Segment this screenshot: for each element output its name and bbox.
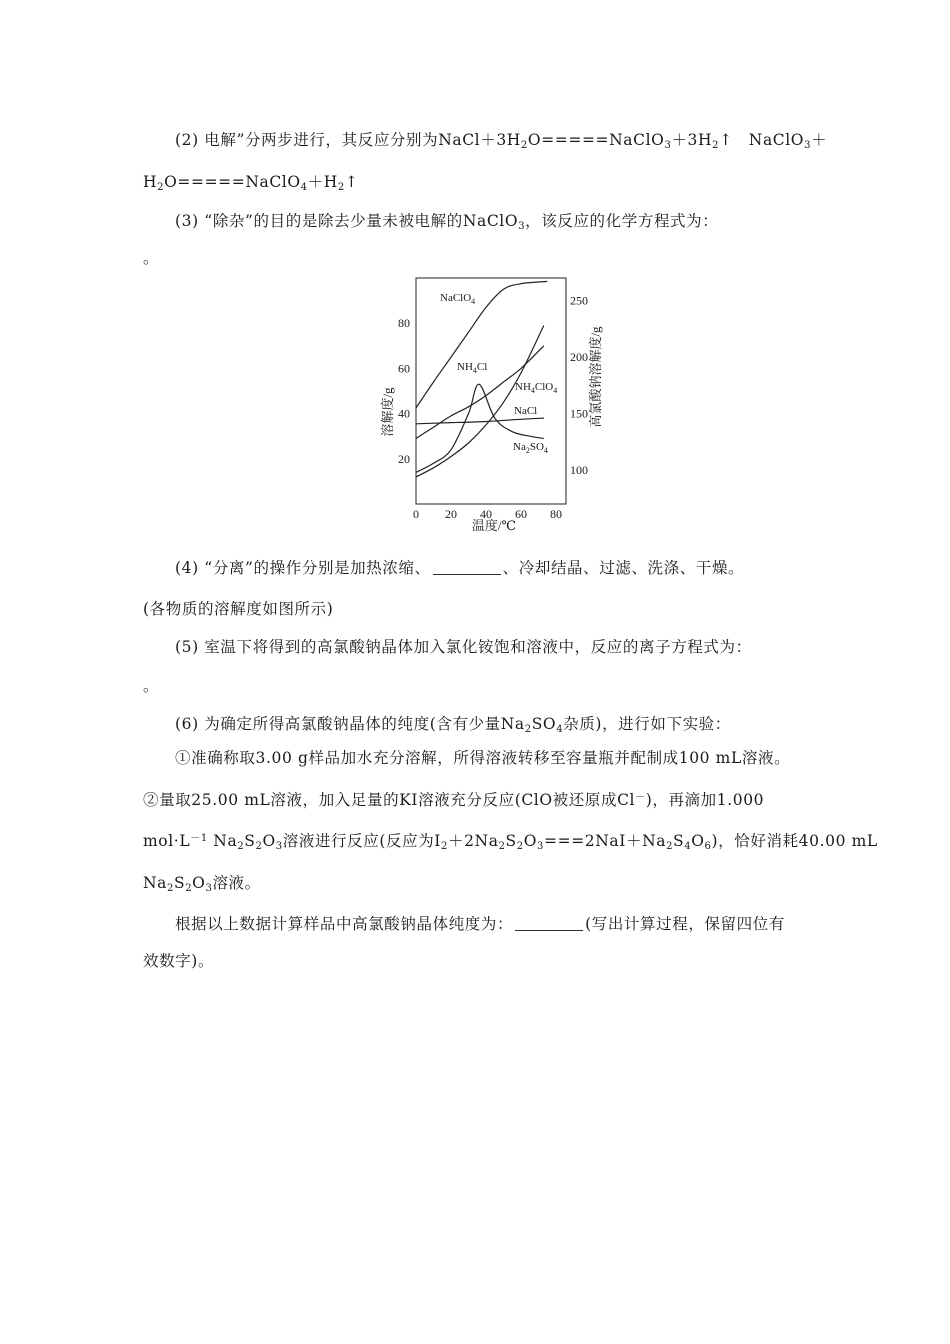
subscript: 2 — [255, 841, 263, 852]
text: ↑ NaClO — [719, 131, 805, 149]
series-label-nh4cl: $NH_4Cl$ — [457, 361, 488, 375]
y-left-tick-label: 20 — [398, 451, 410, 466]
text: O=====NaClO — [164, 173, 301, 191]
text: SO — [531, 715, 557, 733]
subscript: 3 — [205, 883, 213, 894]
question-6-step-1 — [175, 746, 790, 768]
text: ===2NaI＋Na — [544, 832, 667, 850]
subscript: 2 — [337, 182, 345, 193]
y-left-tick-label: 80 — [398, 316, 410, 331]
text: O — [192, 874, 206, 892]
subscript: 3 — [804, 140, 812, 151]
text: 被还原成Cl — [552, 791, 636, 809]
text: ＋H — [307, 173, 338, 191]
subscript: 3 — [518, 221, 526, 232]
x-tick-label: 80 — [550, 507, 562, 521]
text: O — [691, 832, 705, 850]
subscript: 2 — [498, 841, 506, 852]
text: S — [673, 832, 685, 850]
x-tick-label: 20 — [445, 507, 457, 521]
y-right-tick-label: 200 — [570, 350, 588, 365]
text: O — [523, 832, 538, 850]
subscript: 2 — [666, 841, 674, 852]
text: 溶液。 — [212, 874, 261, 892]
subscript: 3 — [275, 841, 283, 852]
text: (各物质的溶解度如图所示) — [143, 600, 334, 618]
text: O=====NaClO — [527, 131, 665, 149]
superscript: － — [635, 792, 646, 803]
question-6-line-1 — [175, 712, 731, 734]
question-5-line-1 — [175, 635, 752, 657]
text: Na — [207, 832, 238, 850]
series-line-nh4clo4 — [416, 326, 544, 477]
y-right-tick-label: 100 — [570, 463, 588, 478]
question-2-line-1 — [175, 128, 827, 150]
x-tick-label: 0 — [413, 507, 419, 521]
series-label-na2so4: $Na_2SO_4$ — [513, 441, 548, 455]
subscript: 2 — [524, 724, 532, 735]
subscript: 2 — [167, 883, 174, 894]
question-4-line-1 — [175, 556, 744, 578]
text: ①准确称取3.00 g样品加水充分溶解，所得溶液转移至容量瓶并配制成100 mL溶液。 — [175, 749, 791, 767]
text: mol·L — [143, 832, 191, 850]
text: S — [505, 832, 517, 850]
subscript: 4 — [300, 182, 308, 193]
y-right-tick-label: 250 — [570, 293, 588, 308]
subscript: 4 — [684, 841, 692, 852]
series-label-naclo4: NaClO$_4$ — [440, 292, 476, 306]
subscript: 3 — [537, 841, 545, 852]
text: “除杂”的目的是除去少量未被电解的NaClO — [204, 212, 519, 230]
superscript: －1 — [190, 833, 208, 844]
text: H — [143, 173, 158, 191]
y-right-tick-label: 150 — [570, 406, 588, 421]
text: ②量取25.00 mL溶液，加入足量的KI溶液充分反应(ClO — [143, 791, 553, 809]
text: O — [262, 832, 276, 850]
text: 溶液进行反应(反应为I — [282, 832, 442, 850]
x-tick-label: 40 — [480, 507, 492, 521]
subscript: 2 — [237, 841, 245, 852]
text: S — [173, 874, 186, 892]
text: )，恰好消耗40.00 mL — [711, 832, 878, 850]
text: 室温下将得到的高氯酸钠晶体加入氯化铵饱和溶液中，反应的离子方程式为： — [204, 638, 752, 656]
y-left-tick-label: 40 — [398, 406, 410, 421]
text: 效数字)。 — [143, 952, 215, 970]
text: S — [244, 832, 256, 850]
question-2-line-2 — [143, 170, 358, 192]
text: ＋2Na — [448, 832, 499, 850]
question-6-calc-line-2 — [143, 949, 214, 971]
text: ，该反应的化学方程式为： — [525, 212, 719, 230]
text: 电解”分两步进行，其反应分别为NaCl＋3H — [204, 131, 521, 149]
text: 为确定所得高氯酸钠晶体的纯度(含有少量Na — [204, 715, 525, 733]
subscript: 3 — [664, 140, 672, 151]
question-6-calc-line-1 — [175, 912, 785, 934]
series-line-na2so4 — [416, 384, 544, 472]
text: 。 — [143, 677, 160, 695]
answer-blank-4[interactable] — [433, 559, 501, 575]
text: Na — [143, 874, 168, 892]
subscript: 2 — [441, 841, 448, 852]
text: 、冷却结晶、过滤、洗涤、干燥。 — [502, 559, 745, 577]
question-6-step-3 — [143, 829, 878, 851]
text: 。 — [143, 249, 160, 267]
question-4-label: (4) — [175, 559, 199, 577]
series-label-nh4clo4: $NH_4ClO_4$ — [515, 381, 558, 395]
subscript: 2 — [157, 182, 165, 193]
question-3-line-1 — [175, 209, 718, 231]
question-5-line-2 — [143, 674, 159, 696]
text: 根据以上数据计算样品中高氯酸钠晶体纯度为： — [175, 915, 514, 933]
text: “分离”的操作分别是加热浓缩、 — [204, 559, 431, 577]
series-label-nacl: NaCl — [514, 405, 538, 417]
question-5-label: (5) — [175, 638, 199, 656]
question-6-step-4 — [143, 871, 261, 893]
question-4-line-2 — [143, 597, 333, 619]
text: (写出计算过程，保留四位有 — [585, 915, 785, 933]
text: ＋ — [811, 131, 828, 149]
question-6-step-2 — [143, 788, 764, 810]
series-line-nacl — [416, 418, 544, 424]
question-2-label: (2) — [175, 131, 199, 149]
subscript: 4 — [556, 724, 564, 735]
text: 杂质)，进行如下实验： — [563, 715, 731, 733]
subscript: 6 — [704, 841, 712, 852]
question-6-label: (6) — [175, 715, 199, 733]
x-tick-label: 60 — [515, 507, 527, 521]
subscript: 2 — [520, 140, 528, 151]
subscript: 2 — [516, 841, 524, 852]
question-3-label: (3) — [175, 212, 199, 230]
y-axis-right-label: 高氯酸钠溶解度/g — [588, 326, 603, 428]
y-axis-left-label: 溶解度/g — [380, 387, 395, 437]
subscript: 2 — [712, 140, 720, 151]
text: )，再滴加1.000 — [645, 791, 765, 809]
subscript: 2 — [185, 883, 193, 894]
solubility-chart — [376, 272, 616, 534]
question-3-line-2 — [143, 246, 159, 268]
text: ＋3H — [671, 131, 713, 149]
answer-blank-6[interactable] — [515, 915, 583, 931]
x-axis-label: 温度/℃ — [471, 518, 517, 533]
y-left-tick-label: 60 — [398, 361, 410, 376]
text: ↑ — [344, 173, 359, 191]
